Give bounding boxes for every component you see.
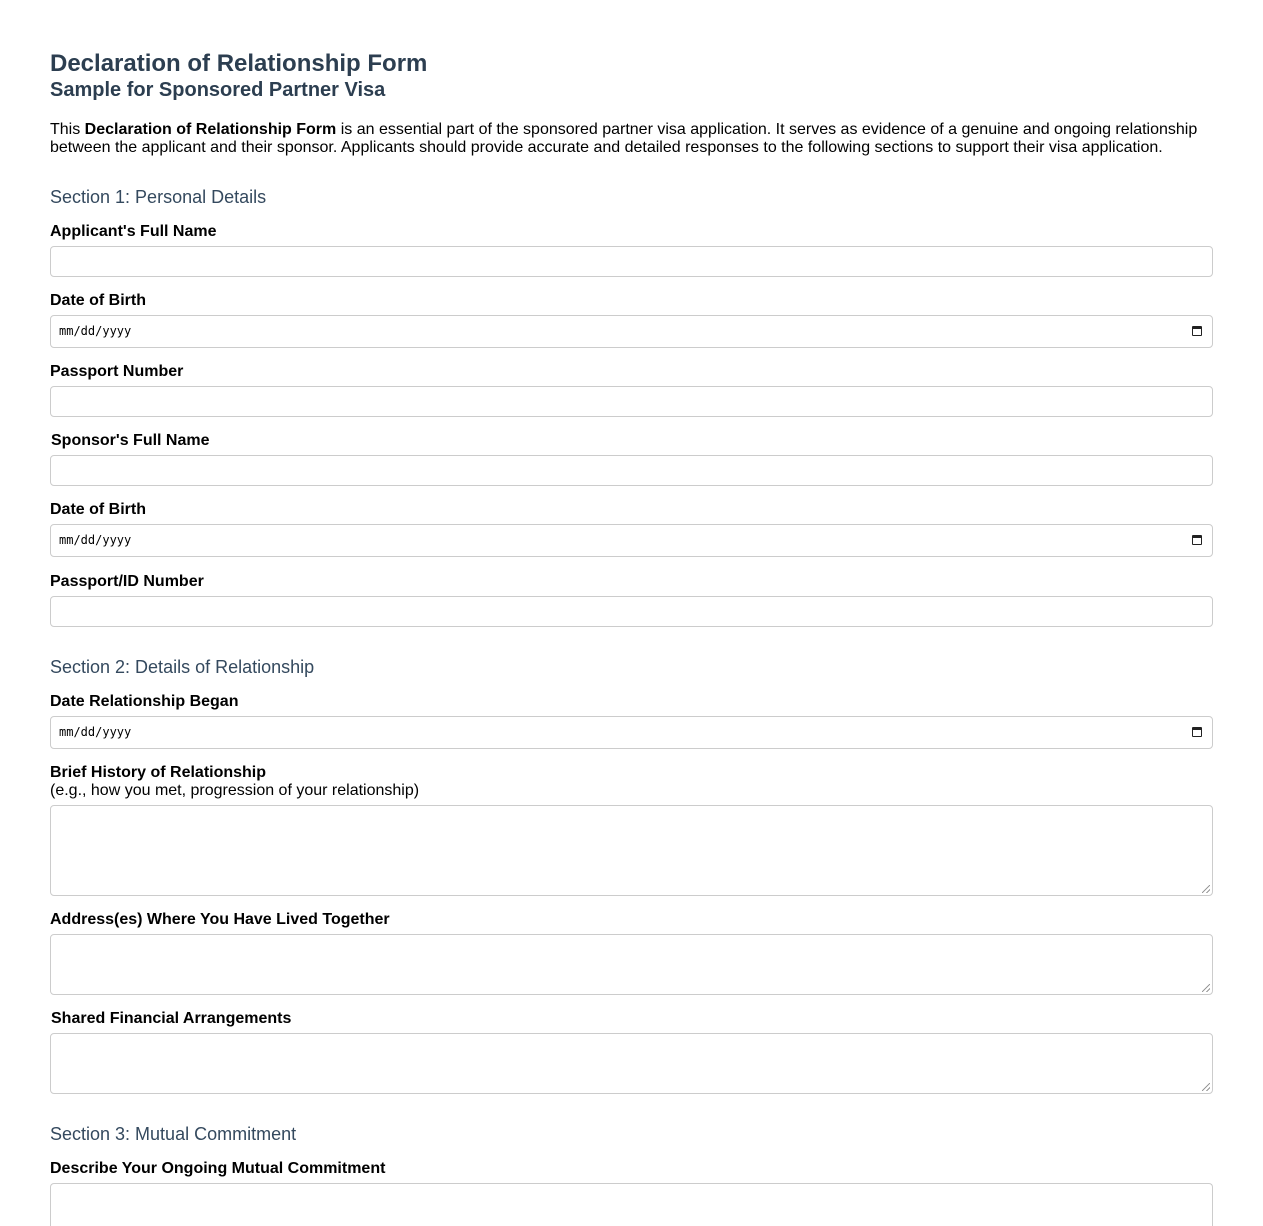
form-header <box>50 50 427 102</box>
financial-textarea[interactable] <box>50 1033 1213 1094</box>
addresses-label: Address(es) Where You Have Lived Together <box>50 911 390 928</box>
intro-prefix: This <box>50 121 85 138</box>
sponsor-dob-input[interactable] <box>50 524 1213 557</box>
history-textarea[interactable] <box>50 805 1213 896</box>
sponsor-name-label: Sponsor's Full Name <box>51 432 210 449</box>
history-note: (e.g., how you met, progression of your relationship) <box>50 782 420 799</box>
addresses-textarea[interactable] <box>50 934 1213 995</box>
passport-label: Passport Number <box>50 363 184 380</box>
applicant-name-label: Applicant's Full Name <box>50 223 217 240</box>
calendar-icon[interactable] <box>1192 727 1202 737</box>
passport-input[interactable] <box>50 386 1213 417</box>
commitment-label: Describe Your Ongoing Mutual Commitment <box>50 1160 386 1177</box>
applicant-dob-input[interactable] <box>50 315 1213 348</box>
calendar-icon[interactable] <box>1192 535 1202 545</box>
intro-paragraph <box>50 121 1213 157</box>
page-title: Declaration of Relationship Form <box>50 50 428 77</box>
resize-handle-icon[interactable] <box>1202 1083 1210 1091</box>
applicant-dob-placeholder: mm/dd/yyyy <box>59 324 132 338</box>
resize-handle-icon[interactable] <box>1202 984 1210 992</box>
resize-handle-icon[interactable] <box>1202 885 1210 893</box>
section-2-heading: Section 2: Details of Relationship <box>50 657 315 677</box>
applicant-dob-label: Date of Birth <box>50 292 146 309</box>
section-3-heading: Section 3: Mutual Commitment <box>50 1124 297 1144</box>
calendar-icon[interactable] <box>1192 326 1202 336</box>
history-label: Brief History of Relationship <box>50 764 267 781</box>
applicant-name-input[interactable] <box>50 246 1213 277</box>
financial-label: Shared Financial Arrangements <box>51 1010 292 1027</box>
intro-suffix: is an essential part of the sponsored partner visa application. It serves as evidence of a genuine and ongoing relationship between the applicant and their sponsor. Applicants should provide accurate and detailed responses to the following sections to support their visa application. <box>50 121 1198 156</box>
commitment-textarea[interactable] <box>50 1183 1213 1226</box>
relationship-began-input[interactable] <box>50 716 1213 749</box>
sponsor-name-input[interactable] <box>50 455 1213 486</box>
history-label-group <box>50 764 419 800</box>
page-subtitle: Sample for Sponsored Partner Visa <box>50 79 386 101</box>
relationship-began-label: Date Relationship Began <box>50 693 239 710</box>
intro-bold: Declaration of Relationship Form <box>84 121 337 138</box>
sponsor-dob-label: Date of Birth <box>50 501 146 518</box>
section-1-heading: Section 1: Personal Details <box>50 187 267 207</box>
relationship-began-placeholder: mm/dd/yyyy <box>59 725 132 739</box>
sponsor-id-input[interactable] <box>50 596 1213 627</box>
sponsor-dob-placeholder: mm/dd/yyyy <box>59 533 132 547</box>
sponsor-id-label: Passport/ID Number <box>50 573 204 590</box>
